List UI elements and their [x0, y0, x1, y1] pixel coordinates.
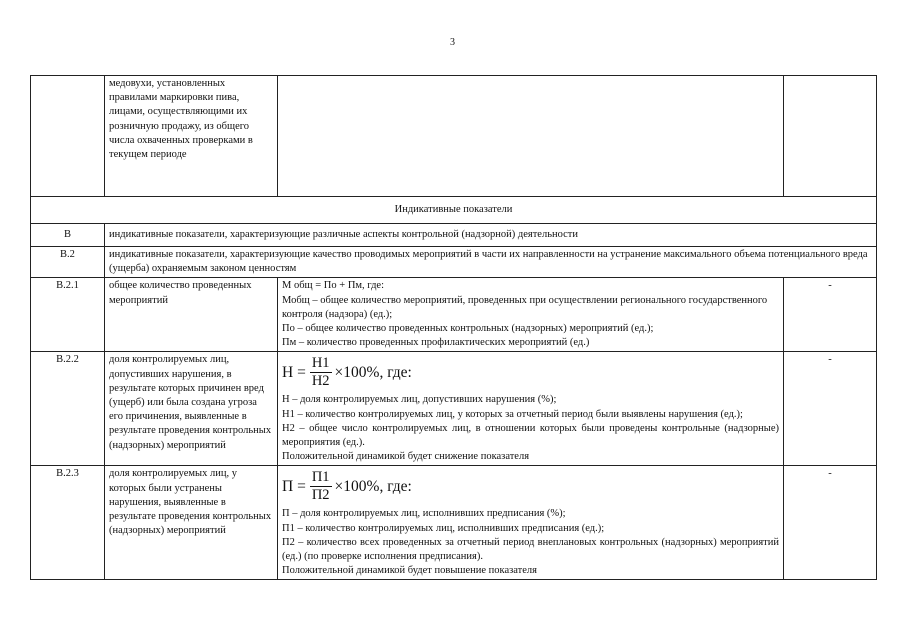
- value-cell: [784, 76, 877, 197]
- group-text: индикативные показатели, характеризующие качество проводимых мероприятий в части их направленности на устранение максимального объема потенциального вреда (ущерба) охраняемым законом ценностям: [105, 247, 877, 278]
- dynamics-note: Положительной динамикой будет повышение показателя: [282, 565, 537, 577]
- indicator-name: доля контролируемых лиц, допустивших нарушения, в результате которых причинен вред (ущерб) или была создана угроза его причинения, выявленные в результате проведения контрольных (надзорных) мероприятий: [105, 352, 278, 466]
- definition-line: Пм – количество проведенных профилактических мероприятий (ед.): [282, 337, 590, 349]
- group-row-b2: [31, 247, 877, 278]
- table-row-continuation: [31, 76, 877, 197]
- indicator-value: -: [784, 466, 877, 580]
- formula-rhs: ×100%, где:: [334, 477, 412, 495]
- code-cell: [31, 76, 105, 197]
- indicator-name: доля контролируемых лиц, у которых были устранены нарушения, выявленные в результате проведения контрольных (надзорных) мероприятий: [105, 466, 278, 580]
- indicator-value: -: [784, 352, 877, 466]
- indicator-code: В.2.3: [31, 466, 105, 580]
- table-row: [31, 466, 877, 580]
- formula-cell: [278, 352, 784, 466]
- formula: [282, 355, 779, 390]
- definition-line: Н2 – общее число контролируемых лиц, в отношении которых были проведены контрольные (надзорные) мероприятия (ед.).: [282, 422, 779, 449]
- definition-line: Мобщ – общее количество мероприятий, проведенных при осуществлении регионального государственного контроля (надзора) (ед.);: [282, 294, 768, 320]
- formula-cell: [278, 278, 784, 352]
- indicators-table: [30, 75, 877, 580]
- group-row-b: [31, 224, 877, 247]
- indicator-value: -: [784, 278, 877, 352]
- definition-line: П1 – количество контролируемых лиц, исполнивших предписания (ед.);: [282, 522, 605, 534]
- formula-denominator: П2: [311, 487, 330, 504]
- table-row: [31, 352, 877, 466]
- group-code: В.2: [31, 247, 105, 278]
- definition-line: По – общее количество проведенных контрольных (надзорных) мероприятий (ед.);: [282, 323, 654, 335]
- page-number: 3: [450, 37, 455, 48]
- definition-line: Н1 – количество контролируемых лиц, у которых за отчетный период были выявлены нарушения (ед.);: [282, 408, 743, 420]
- formula-numerator: Н1: [311, 355, 330, 372]
- formula-cell: [278, 76, 784, 197]
- formula-fraction: [310, 469, 332, 504]
- formula-lhs: П =: [282, 477, 306, 495]
- definition-line: Н – доля контролируемых лиц, допустивших нарушения (%);: [282, 394, 557, 406]
- definition-line: П2 – количество всех проведенных за отчетный период внеплановых контрольных (надзорных) мероприятий (ед.) (по проверке исполнения предписания).: [282, 536, 779, 563]
- table-row: [31, 278, 877, 352]
- formula-fraction: [310, 355, 332, 390]
- section-title: Индикативные показатели: [31, 197, 877, 224]
- section-header-row: [31, 197, 877, 224]
- formula-numerator: П1: [311, 469, 330, 486]
- formula-denominator: Н2: [311, 373, 330, 390]
- group-code: В: [31, 224, 105, 247]
- group-text: индикативные показатели, характеризующие различные аспекты контрольной (надзорной) деятельности: [105, 224, 877, 247]
- formula-rhs: ×100%, где:: [334, 363, 412, 381]
- indicator-name: общее количество проведенных мероприятий: [105, 278, 278, 352]
- definition-line: П – доля контролируемых лиц, исполнивших предписания (%);: [282, 508, 566, 520]
- formula-lhs: Н =: [282, 363, 306, 381]
- formula-cell: [278, 466, 784, 580]
- indicator-code: В.2.1: [31, 278, 105, 352]
- formula: [282, 469, 779, 504]
- indicator-name-cell: медовухи, установленных правилами маркировки пива, лицами, осуществляющими их розничную продажу, из общего числа охваченных проверками в текущем периоде: [105, 76, 278, 197]
- formula-line: М общ = По + Пм, где:: [282, 280, 384, 292]
- dynamics-note: Положительной динамикой будет снижение показателя: [282, 451, 530, 463]
- indicator-code: В.2.2: [31, 352, 105, 466]
